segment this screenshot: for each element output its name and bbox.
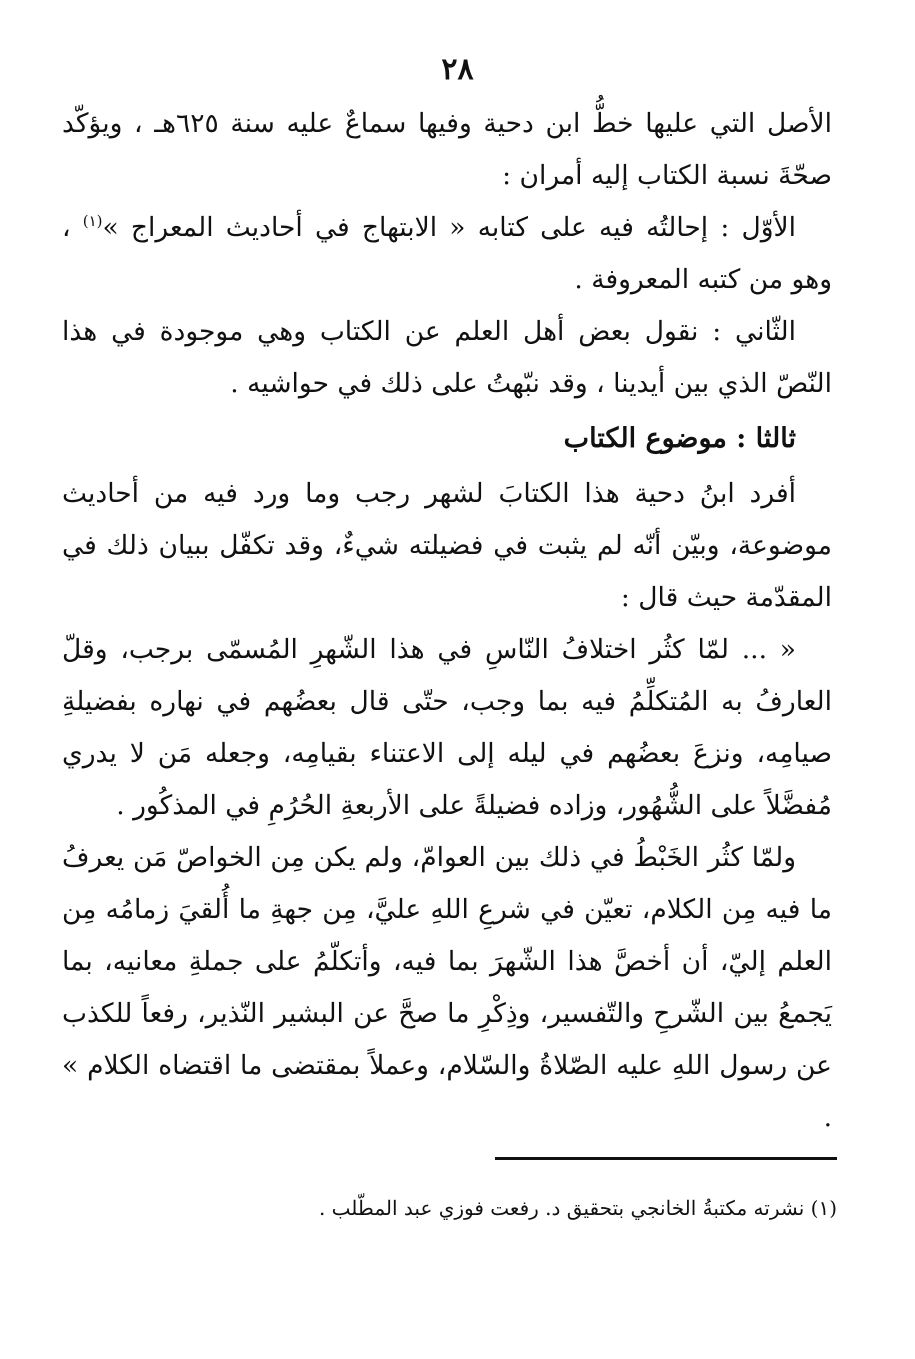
paragraph-second-evidence: الثّاني : نقول بعض أهل العلم عن الكتاب وهي موجودة في هذا النّصّ الذي بين أيدينا ، وقد نبّهتُ على ذلك في حواشيه . xyxy=(62,316,832,399)
footnote-1: (١) نشرته مكتبةُ الخانجي بتحقيق د. رفعت فوزي عبد المطّلب . xyxy=(318,1196,837,1220)
paragraph-quotation-continued: ولمّا كثُر الخَبْطُ في ذلك بين العوامّ، ولم يكن مِن الخواصّ مَن يعرفُ ما فيه مِن الكلام، تعيّن في شرعِ اللهِ عليَّ، مِن جهةِ ما أُلقيَ زمامُه مِن العلم إليّ، أن أخصَّ هذا الشّهرَ بما فيه، وأتكلّمُ على جملةِ معانيه، بما يَجمعُ بين الشّرحِ والتّفسير، وذِكْرِ ما صحَّ عن البشير النّذير، رفعاً للكذب عن رسول اللهِ عليه الصّلاةُ والسّلام، وعملاً بمقتضى ما اقتضاه الكلام » . xyxy=(62,842,832,1133)
paragraph-first-evidence-text: الأوّل : إحالتُه فيه على كتابه « الابتهاج في أحاديث المعراج » xyxy=(102,212,796,243)
main-text-body xyxy=(62,98,832,1144)
paragraph-book-subject: أفرد ابنُ دحية هذا الكتابَ لشهر رجب وما ورد فيه من أحاديث موضوعة، وبيّن أنّه لم يثبت في فضيلته شيءٌ، وقد تكفّل ببيان ذلك في المقدّمة حيث قال : xyxy=(62,478,832,613)
footnote-separator-rule xyxy=(495,1157,837,1160)
paragraph-manuscript-origin: الأصل التي عليها خطُّ ابن دحية وفيها سماعٌ عليه سنة ٦٢٥هـ ، ويؤكّد صحّةَ نسبة الكتاب إليه أمران : xyxy=(62,108,832,191)
paragraph-first-evidence xyxy=(62,202,832,306)
page-number: ٢٨ xyxy=(441,52,474,87)
section-heading: ثالثا : موضوع الكتاب xyxy=(563,423,796,454)
paragraph-first-evidence-tail: ، وهو من كتبه المعروفة . xyxy=(62,212,832,295)
paragraph-quotation-start: « ... لمّا كثُر اختلافُ النّاسِ في هذا الشّهرِ المُسمّى برجب، وقلّ العارفُ به المُتكلِّمُ فيه بما وجب، حتّى قال بعضُهم في نهاره بفضيلةِ صيامِه، ونزعَ بعضُهم في ليله إلى الاعتناء بقيامِه، وجعله مَن لا يدري مُفضَّلاً على الشُّهُور، وزاده فضيلةً على الأربعةِ الحُرُمِ في المذكُور . xyxy=(62,634,832,821)
footnote-reference: (١) xyxy=(82,212,103,231)
